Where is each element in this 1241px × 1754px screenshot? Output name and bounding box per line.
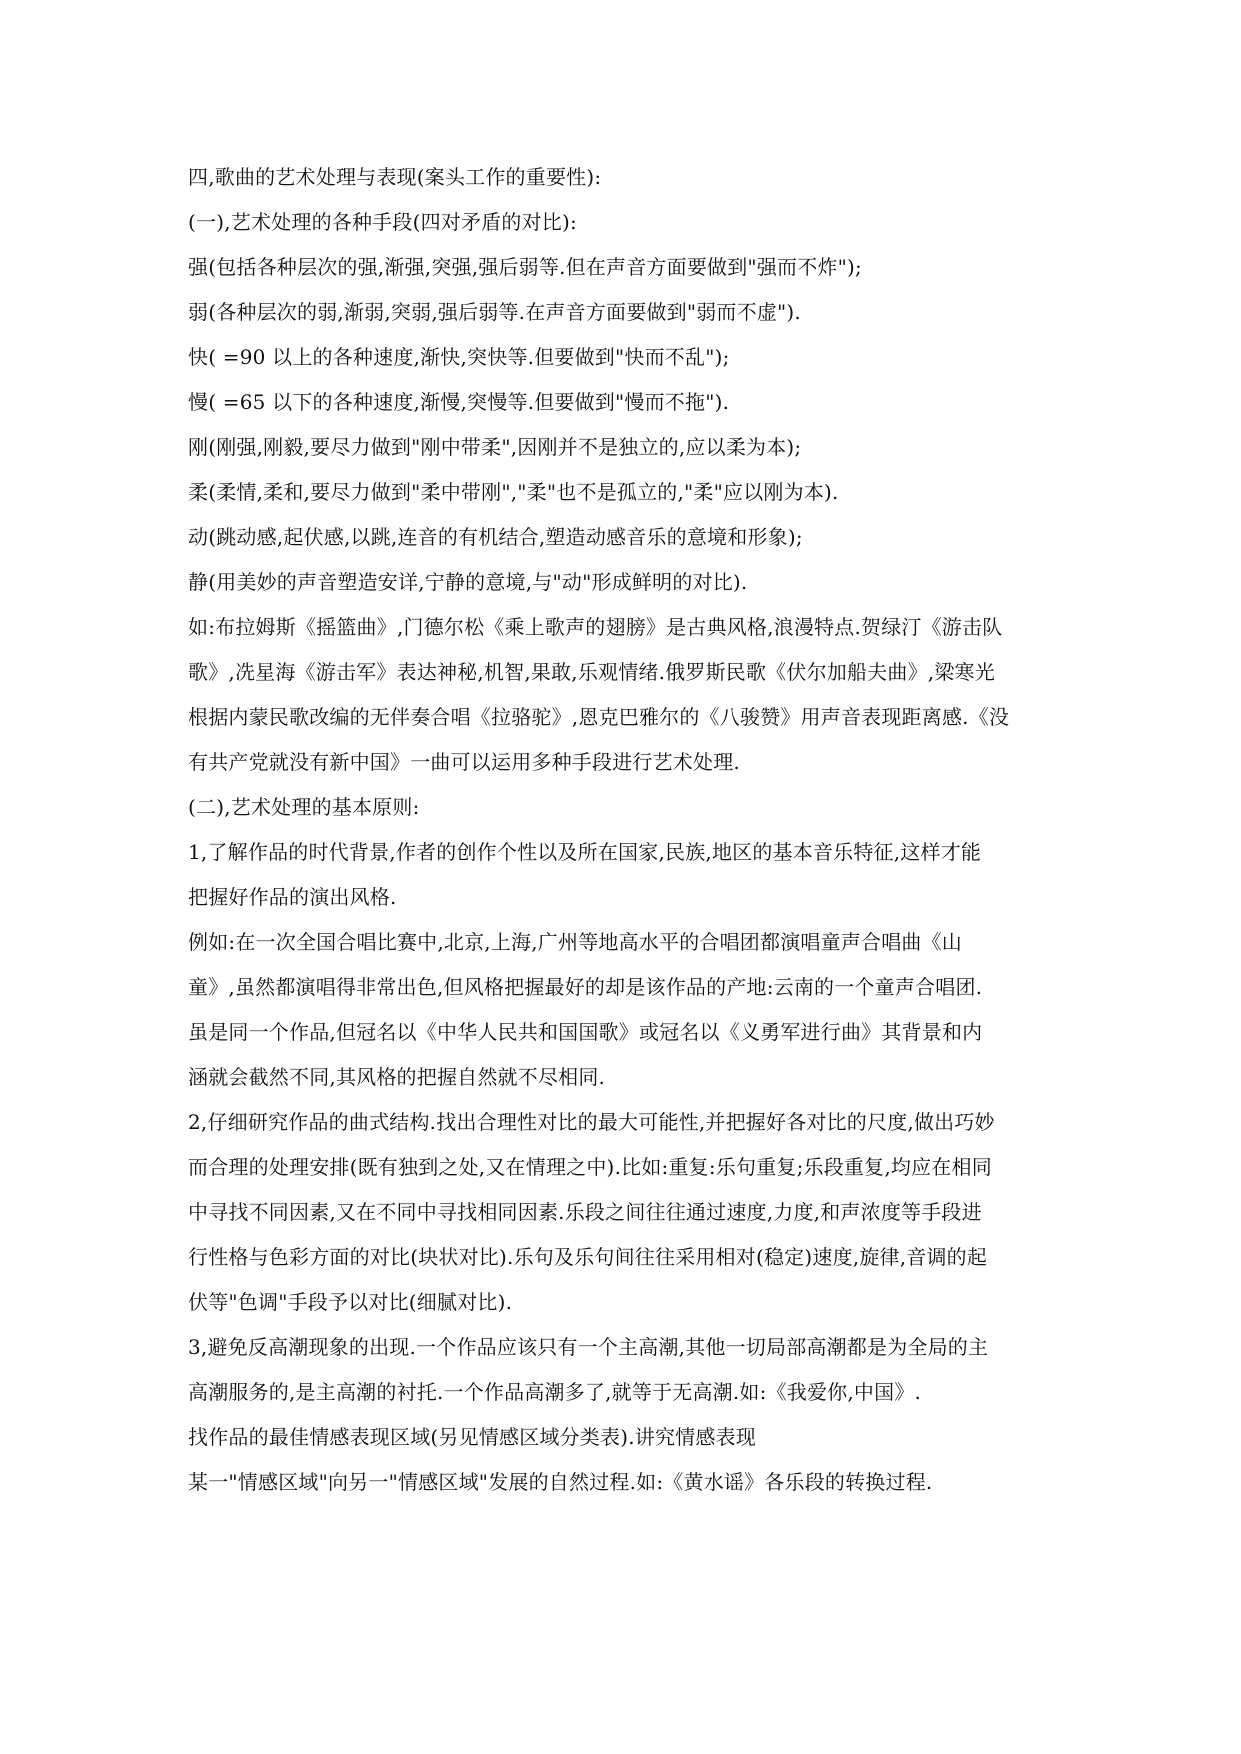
text-line: 慢( =65 以下的各种速度,渐慢,突慢等.但要做到"慢而不拖"). bbox=[188, 390, 730, 414]
text-line: 1,了解作品的时代背景,作者的创作个性以及所在国家,民族,地区的基本音乐特征,这样才能 bbox=[188, 840, 982, 864]
text-line: 静(用美妙的声音塑造安详,宁静的意境,与"动"形成鲜明的对比). bbox=[188, 570, 748, 594]
text-line: 行性格与色彩方面的对比(块状对比).乐句及乐句间往往采用相对(稳定)速度,旋律,音调的起 bbox=[188, 1245, 988, 1269]
text-line: 而合理的处理安排(既有独到之处,又在情理之中).比如:重复:乐句重复;乐段重复,均应在相同 bbox=[188, 1155, 992, 1179]
text-line: 找作品的最佳情感表现区域(另见情感区域分类表).讲究情感表现 bbox=[188, 1425, 756, 1449]
text-line: 3,避免反高潮现象的出现.一个作品应该只有一个主高潮,其他一切局部高潮都是为全局的主 bbox=[188, 1335, 989, 1359]
subsection-heading: (一),艺术处理的各种手段(四对矛盾的对比): bbox=[188, 210, 577, 234]
text-line: 根据内蒙民歌改编的无伴奏合唱《拉骆驼》,恩克巴雅尔的《八骏赞》用声音表现距离感.《没 bbox=[188, 705, 1010, 729]
text-line: 强(包括各种层次的强,渐强,突强,强后弱等.但在声音方面要做到"强而不炸"); bbox=[188, 255, 862, 279]
section-heading: 四,歌曲的艺术处理与表现(案头工作的重要性): bbox=[188, 165, 602, 189]
document-body bbox=[188, 155, 1058, 1505]
text-line: 弱(各种层次的弱,渐弱,突弱,强后弱等.在声音方面要做到"弱而不虚"). bbox=[188, 300, 801, 324]
text-line: 高潮服务的,是主高潮的衬托.一个作品高潮多了,就等于无高潮.如:《我爱你,中国》. bbox=[188, 1380, 922, 1404]
text-line: 某一"情感区域"向另一"情感区域"发展的自然过程.如:《黄水谣》各乐段的转换过程. bbox=[188, 1470, 933, 1494]
text-line: 柔(柔情,柔和,要尽力做到"柔中带刚","柔"也不是孤立的,"柔"应以刚为本). bbox=[188, 480, 839, 504]
text-line: 2,仔细研究作品的曲式结构.找出合理性对比的最大可能性,并把握好各对比的尺度,做出巧妙 bbox=[188, 1110, 995, 1134]
subsection-heading: (二),艺术处理的基本原则: bbox=[188, 795, 420, 819]
text-line: 有共产党就没有新中国》一曲可以运用多种手段进行艺术处理. bbox=[188, 750, 740, 774]
text-line: 动(跳动感,起伏感,以跳,连音的有机结合,塑造动感音乐的意境和形象); bbox=[188, 525, 803, 549]
text-line: 例如:在一次全国合唱比赛中,北京,上海,广州等地高水平的合唱团都演唱童声合唱曲《山 bbox=[188, 930, 963, 954]
text-line: 把握好作品的演出风格. bbox=[188, 885, 397, 909]
text-line: 童》,虽然都演唱得非常出色,但风格把握最好的却是该作品的产地:云南的一个童声合唱团. bbox=[188, 975, 983, 999]
text-line: 涵就会截然不同,其风格的把握自然就不尽相同. bbox=[188, 1065, 606, 1089]
text-line: 中寻找不同因素,又在不同中寻找相同因素.乐段之间往往通过速度,力度,和声浓度等手段进 bbox=[188, 1200, 982, 1224]
text-line: 刚(刚强,刚毅,要尽力做到"刚中带柔",因刚并不是独立的,应以柔为本); bbox=[188, 435, 802, 459]
text-line: 快( =90 以上的各种速度,渐快,突快等.但要做到"快而不乱"); bbox=[188, 345, 730, 369]
text-line: 如:布拉姆斯《摇篮曲》,门德尔松《乘上歌声的翅膀》是古典风格,浪漫特点.贺绿汀《游击队 bbox=[188, 615, 1003, 639]
text-line: 伏等"色调"手段予以对比(细腻对比). bbox=[188, 1290, 513, 1314]
text-line: 歌》,冼星海《游击军》表达神秘,机智,果敢,乐观情绪.俄罗斯民歌《伏尔加船夫曲》,梁寒光 bbox=[188, 660, 995, 684]
text-line: 虽是同一个作品,但冠名以《中华人民共和国国歌》或冠名以《义勇军进行曲》其背景和内 bbox=[188, 1020, 983, 1044]
